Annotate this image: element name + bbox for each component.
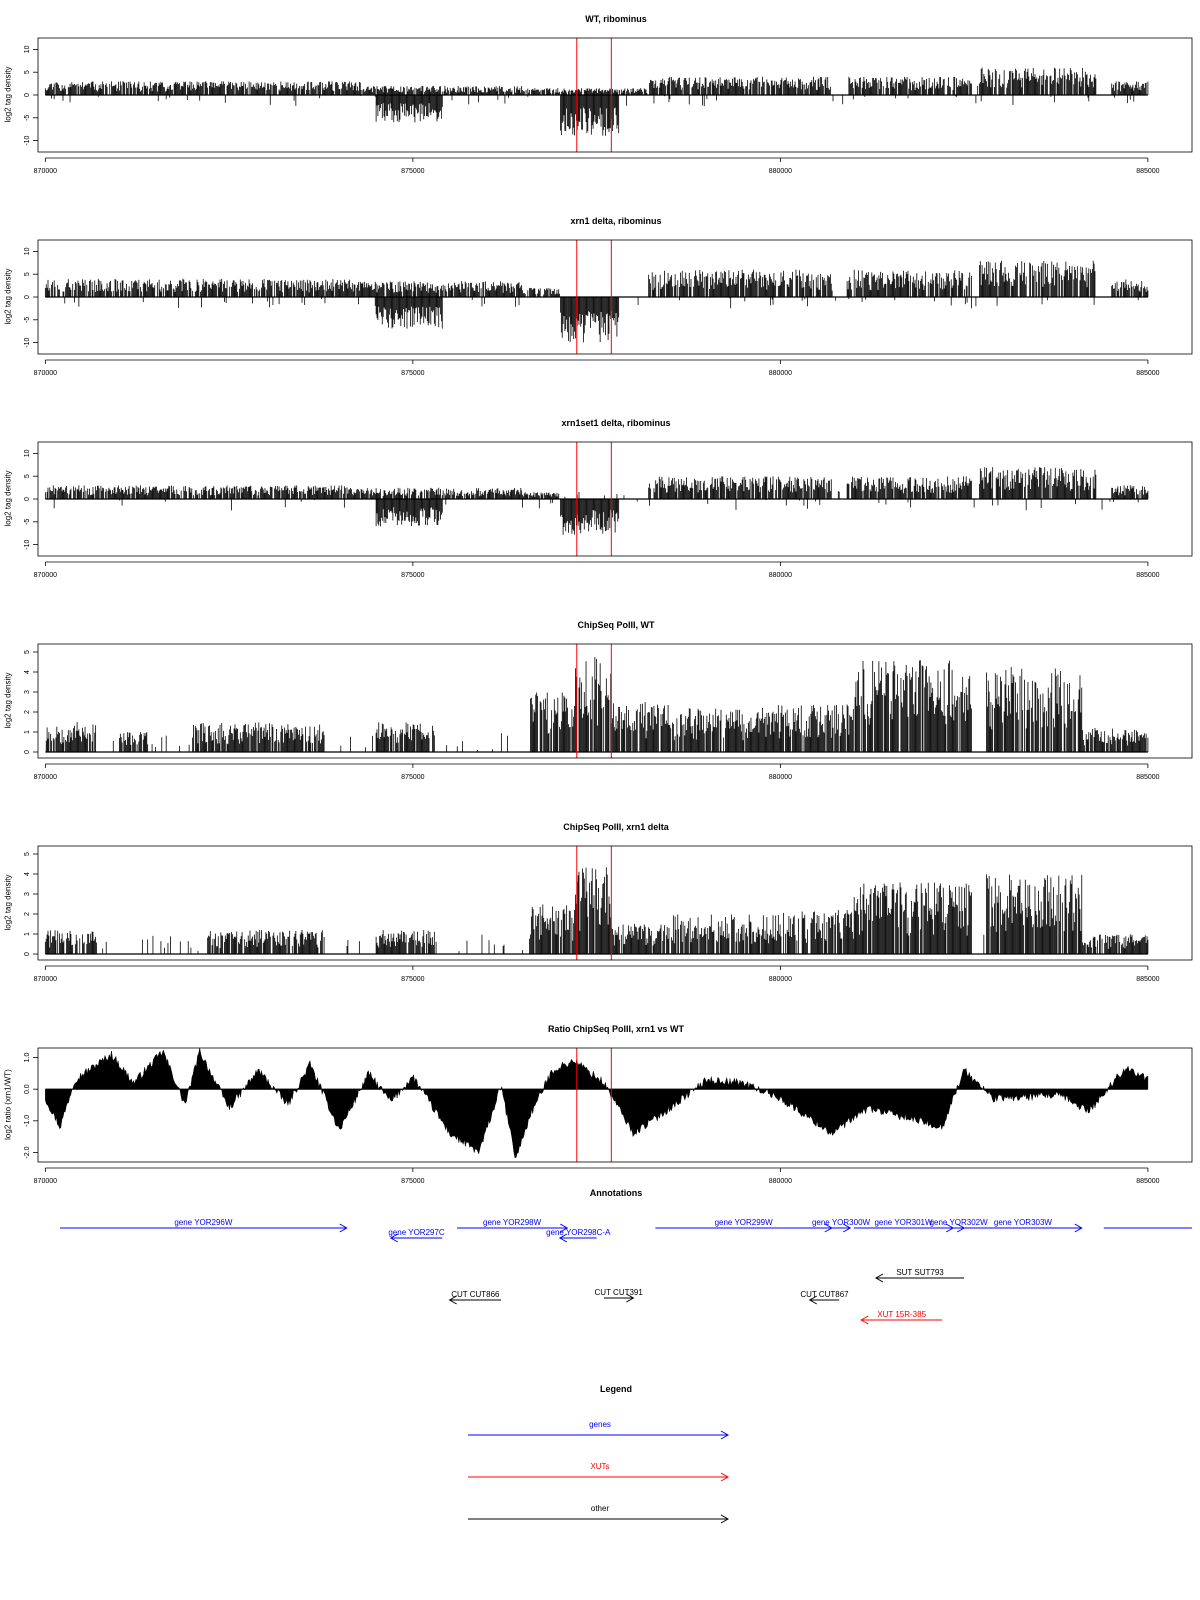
y-tick-label: 0 (24, 93, 31, 97)
y-axis-label: log2 tag density (3, 874, 13, 931)
x-tick-label: 875000 (401, 370, 425, 377)
chart-title: ChipSeq PolII, WT (577, 620, 655, 630)
chart-title: xrn1set1 delta, ribominus (561, 418, 671, 428)
series-bars (45, 867, 1148, 954)
series-bars (46, 657, 1148, 752)
x-tick-label: 875000 (401, 572, 425, 579)
chart-svg (0, 214, 1200, 404)
y-tick-label: 0 (24, 295, 31, 299)
y-tick-label: -5 (24, 316, 31, 323)
chart-title: xrn1 delta, ribominus (570, 216, 662, 226)
x-tick-label: 885000 (1136, 370, 1160, 377)
y-tick-label: 3 (24, 690, 31, 694)
x-tick-label: 875000 (401, 168, 425, 175)
x-tick-label: 875000 (401, 774, 425, 781)
x-tick-label: 885000 (1136, 572, 1160, 579)
y-axis-label: log2 tag density (3, 672, 13, 729)
panel-chipseq-wt (0, 618, 1200, 808)
y-tick-label: 5 (24, 70, 31, 75)
y-tick-label: -5 (24, 114, 31, 121)
chart-title: ChipSeq PolII, xrn1 delta (563, 822, 669, 832)
y-axis-label: log2 tag density (3, 268, 13, 325)
x-tick-label: 885000 (1136, 774, 1160, 781)
chart-title: WT, ribominus (585, 14, 647, 24)
y-tick-label: 0 (24, 497, 31, 501)
y-tick-label: 10 (24, 45, 31, 54)
chart-svg (0, 416, 1200, 606)
y-tick-label: -5 (24, 518, 31, 525)
x-tick-label: 870000 (33, 774, 58, 781)
y-tick-label: 10 (24, 449, 31, 458)
panel-xrn1set1-ribominus (0, 416, 1200, 606)
x-tick-label: 880000 (768, 168, 793, 175)
series-bars (45, 261, 1148, 343)
y-axis-label: log2 tag density (3, 66, 13, 123)
x-tick-label: 870000 (33, 572, 58, 579)
y-tick-label: 5 (24, 650, 31, 654)
panel-wt-ribominus (0, 12, 1200, 202)
x-tick-label: 880000 (768, 572, 793, 579)
y-tick-label: 1 (24, 730, 31, 734)
chart-svg (0, 820, 1200, 1010)
panel-chipseq-xrn1 (0, 820, 1200, 1010)
y-tick-label: 4 (24, 670, 31, 674)
series-bars (45, 68, 1148, 136)
y-tick-label: -10 (24, 337, 31, 348)
chart-svg (0, 618, 1200, 808)
x-tick-label: 870000 (33, 370, 58, 377)
x-tick-label: 880000 (768, 370, 793, 377)
series-bars (45, 467, 1148, 535)
y-tick-label: -10 (24, 135, 31, 146)
y-axis-label: log2 tag density (3, 470, 13, 527)
y-tick-label: 5 (24, 272, 31, 277)
chart-svg (0, 12, 1200, 202)
x-tick-label: 880000 (768, 774, 793, 781)
y-tick-label: 10 (24, 247, 31, 256)
y-tick-label: 2 (24, 710, 31, 714)
x-tick-label: 885000 (1136, 168, 1160, 175)
panel-xrn1-ribominus (0, 214, 1200, 404)
x-tick-label: 870000 (33, 168, 58, 175)
y-tick-label: 0 (24, 750, 31, 754)
y-tick-label: -10 (24, 539, 31, 550)
y-tick-label: 5 (24, 474, 31, 479)
